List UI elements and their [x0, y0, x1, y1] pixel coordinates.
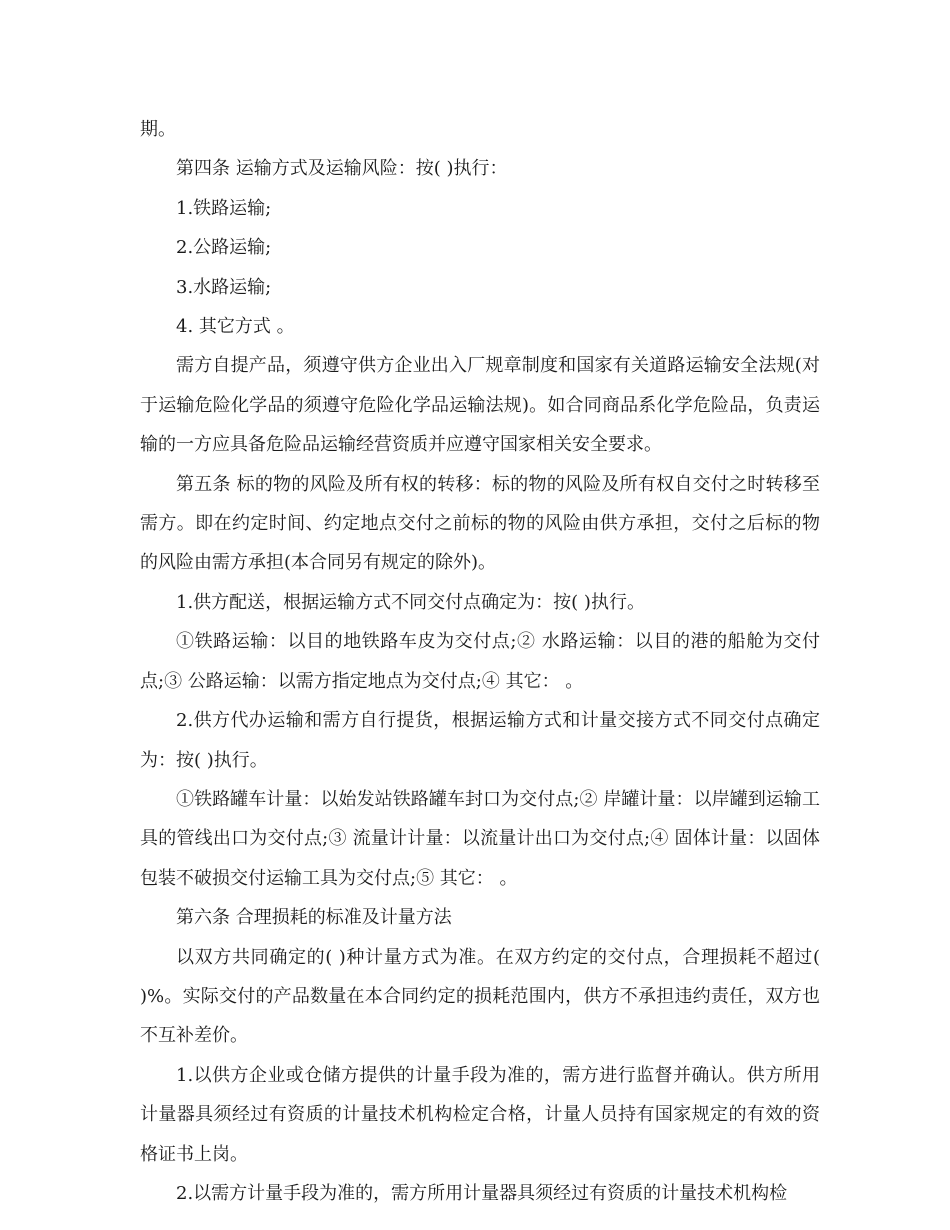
delivery-points-list: ①铁路运输：以目的地铁路车皮为交付点;② 水路运输：以目的港的船舱为交付点;③ 公路运输：以需方指定地点为交付点;④ 其它： 。 — [140, 631, 820, 692]
supplier-delivery-clause: 1.供方配送，根据运输方式不同交付点确定为：按( )执行。 — [176, 591, 645, 613]
buyer-metering-clause: 2.以需方计量手段为准的，需方所用计量器具须经过有资质的计量技术机构检 — [176, 1182, 788, 1204]
article-5-paragraph: 第五条 标的物的风险及所有权的转移：标的物的风险及所有权自交付之时转移至需方。即在约定时间、约定地点交付之前标的物的风险由供方承担，交付之后标的物的风险由需方承担(本合同另有规定的除外)。 — [140, 473, 820, 574]
agency-transport-clause: 2.供方代办运输和需方自行提货，根据运输方式和计量交接方式不同交付点确定为：按( )执行。 — [140, 710, 820, 771]
loss-standard-paragraph: 以双方共同确定的( )种计量方式为准。在双方约定的交付点，合理损耗不超过( )%。实际交付的产品数量在本合同约定的损耗范围内，供方不承担违约责任，双方也不互补差价。 — [140, 946, 820, 1047]
document-body — [140, 110, 820, 1213]
article-6-heading: 第六条 合理损耗的标准及计量方法 — [176, 907, 452, 929]
article-4-heading: 第四条 运输方式及运输风险：按( )执行： — [176, 158, 508, 180]
transport-option-water: 3.水路运输; — [176, 276, 272, 298]
transport-option-road: 2.公路运输; — [176, 237, 272, 259]
transport-option-rail: 1.铁路运输; — [176, 197, 272, 219]
metering-points-list: ①铁路罐车计量：以始发站铁路罐车封口为交付点;② 岸罐计量：以岸罐到运输工具的管线出口为交付点;③ 流量计计量：以流量计出口为交付点;④ 固体计量：以固体包装不破损交付运输工具为交付点;⑤ 其它： 。 — [140, 788, 820, 889]
paragraph-continuation: 期。 — [140, 119, 176, 140]
transport-option-other: 4. 其它方式 。 — [176, 316, 295, 338]
self-pickup-paragraph: 需方自提产品，须遵守供方企业出入厂规章制度和国家有关道路运输安全法规(对于运输危险化学品的须遵守危险化学品运输法规)。如合同商品系化学危险品，负责运输的一方应具备危险品运输经营资质并应遵守国家相关安全要求。 — [140, 355, 820, 456]
supplier-metering-clause: 1.以供方企业或仓储方提供的计量手段为准的，需方进行监督并确认。供方所用计量器具须经过有资质的计量技术机构检定合格，计量人员持有国家规定的有效的资格证书上岗。 — [140, 1064, 820, 1165]
